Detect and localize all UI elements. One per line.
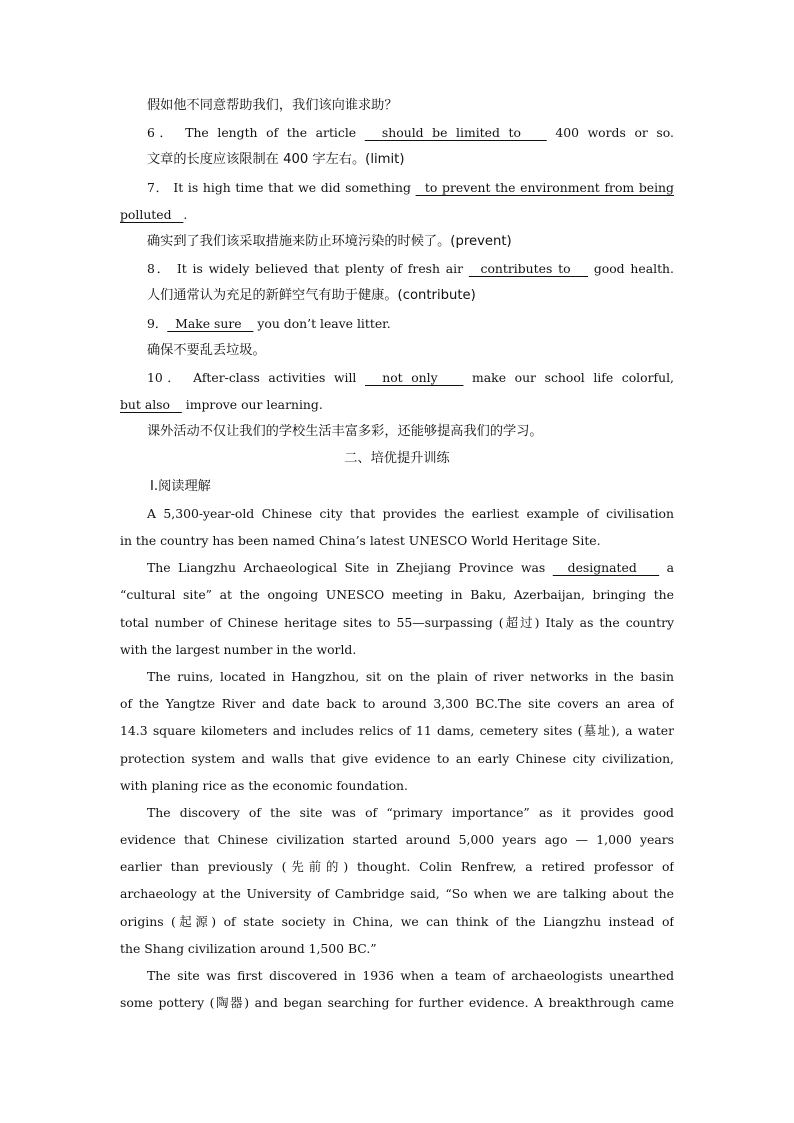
- answer-blank: contributes to: [468, 261, 588, 277]
- passage-line: [120, 554, 674, 581]
- exercise-text: The length of the article: [185, 125, 357, 141]
- answer-blank: not only: [365, 369, 464, 385]
- passage-line: “cultural site” at the ongoing UNESCO meeting in Baku, Azerbaijan, bringing the: [120, 587, 674, 603]
- translation-7: 确实到了我们该采取措施来防止环境污染的时候了。(prevent): [147, 233, 512, 249]
- exercise-9: [120, 310, 674, 337]
- exercise-text: make our school life colorful,: [472, 369, 674, 385]
- passage-line: 14.3 square kilometers and includes relics of 11 dams, cemetery sites (墓址), a water: [120, 723, 674, 739]
- answer-blank: to prevent the environment from being: [415, 179, 674, 195]
- translation-8: 人们通常认为充足的新鲜空气有助于健康。(contribute): [147, 288, 476, 304]
- passage-line: protection system and walls that give evidence to an early Chinese city civilization,: [120, 750, 674, 766]
- passage-line: The site was first discovered in 1936 when a team of archaeologists unearthed: [147, 968, 674, 983]
- exercise-10: [120, 364, 674, 391]
- exercise-number: 7．: [147, 179, 169, 195]
- answer-blank: polluted: [120, 206, 184, 222]
- passage-text: The Liangzhu Archaeological Site in Zhejiang Province was: [147, 560, 546, 576]
- exercise-text: After-class activities will: [193, 369, 357, 385]
- answer-blank: but also: [120, 397, 182, 413]
- answer-blank: Make sure: [167, 315, 254, 331]
- passage-line: archaeology at the University of Cambridge said, “So when we are talking about the: [120, 886, 674, 902]
- exercise-8: [120, 255, 674, 282]
- exercise-text: .: [183, 206, 188, 222]
- exercise-text: It is high time that we did something: [173, 179, 411, 195]
- exercise-text: 400 words or so.: [555, 125, 674, 141]
- exercise-7: [120, 174, 674, 201]
- answer-blank: designated: [552, 560, 660, 576]
- part-heading: Ⅰ.阅读理解: [150, 478, 211, 494]
- passage-text: a: [666, 560, 674, 576]
- translation-6: 文章的长度应该限制在 400 字左右。(limit): [147, 152, 405, 168]
- passage-line: of the Yangtze River and date back to around 3,300 BC.The site covers an area of: [120, 696, 674, 712]
- exercise-number: 10．: [147, 369, 185, 385]
- passage-line: The ruins, located in Hangzhou, sit on the plain of river networks in the basin: [147, 668, 674, 684]
- answer-blank: should be limited to: [364, 125, 547, 141]
- passage-line: in the country has been named China’s latest UNESCO World Heritage Site.: [120, 533, 601, 548]
- exercise-7-continued: [120, 201, 674, 228]
- translation-9: 确保不要乱丢垃圾。: [147, 342, 266, 358]
- passage-line: total number of Chinese heritage sites to 55—surpassing (超过) Italy as the country: [120, 614, 674, 630]
- passage-line: earlier than previously (先前的) thought. Colin Renfrew, a retired professor of: [120, 859, 674, 875]
- translation-5: 假如他不同意帮助我们，我们该向谁求助？: [147, 98, 398, 113]
- passage-line: A 5,300-year-old Chinese city that provides the earliest example of civilisation: [147, 505, 674, 521]
- passage-line: with planing rice as the economic foundation.: [120, 777, 408, 793]
- passage-line: evidence that Chinese civilization started around 5,000 years ago — 1,000 years: [120, 832, 674, 848]
- passage-line: The discovery of the site was of “primary importance” as it provides good: [147, 804, 674, 820]
- translation-10: 课外活动不仅让我们的学校生活丰富多彩，还能够提高我们的学习。: [147, 424, 543, 440]
- exercise-number: 9．: [147, 315, 168, 331]
- exercise-text: It is widely believed that plenty of fresh air: [176, 261, 464, 277]
- exercise-number: 8．: [147, 261, 172, 277]
- document-content: [120, 92, 674, 1016]
- exercise-number: 6．: [147, 125, 177, 141]
- passage-line: origins (起源) of state society in China, we can think of the Liangzhu instead of: [120, 913, 674, 929]
- exercise-text: you don’t leave litter.: [257, 315, 391, 331]
- exercise-10-continued: [120, 391, 674, 418]
- exercise-text: good health.: [593, 261, 674, 277]
- section-title: 二、培优提升训练: [344, 451, 450, 467]
- passage-line: with the largest number in the world.: [120, 641, 357, 657]
- passage-line: some pottery (陶器) and began searching for further evidence. A breakthrough came: [120, 995, 674, 1011]
- exercise-6: [120, 119, 674, 146]
- exercise-text: improve our learning.: [185, 397, 323, 413]
- passage-line: the Shang civilization around 1,500 BC.”: [120, 940, 377, 956]
